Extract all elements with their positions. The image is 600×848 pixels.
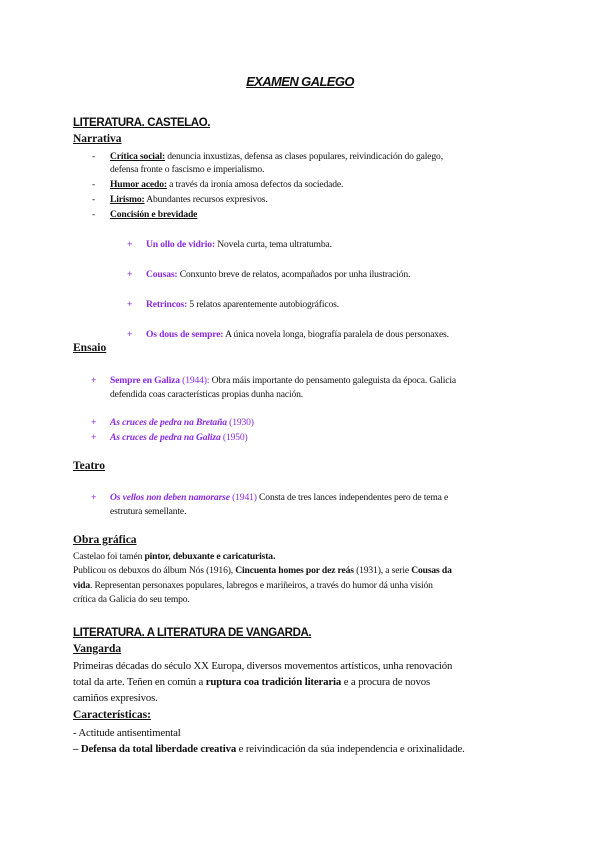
dash-bullet: – [73,743,81,755]
work-text: A única novela longa, biografía paralela de dous personaxes. [223,329,449,340]
text-run: Castelao foi tamén [73,551,145,562]
plus-bullet: + [91,417,97,428]
item-text: a través da ironía amosa defectos da sociedade. [166,179,344,190]
paragraph-line: camiños expresivos. [73,692,158,704]
item-continuation: estrutura semellante. [110,506,187,517]
text-run: (1931), a serie [353,565,412,576]
work-year: (1944): [179,375,210,386]
item-label: Lirismo: [110,194,145,205]
section-heading-vangarda: LITERATURA. A LITERATURA DE VANGARDA. [73,627,312,639]
text-run: total da arte. Teñen en común a [73,676,206,688]
work-title: Cousas: [146,269,178,280]
work-title: Os vellos non deben namorarse [110,492,230,503]
bold-run: ruptura coa tradición literaria [205,676,342,688]
bold-run: Defensa da total liberdade creativa [80,743,237,755]
subheading-teatro: Teatro [73,460,105,472]
work-title: As cruces de pedra na Galiza [110,432,221,443]
work-text: Conxunto breve de relatos, acompañados por unha ilustración. [177,269,411,280]
work-year: (1930) [226,417,254,428]
item-label: Humor acedo: [110,179,167,190]
work-title: As cruces de pedra na Bretaña [110,417,227,428]
item-continuation: defendida coas características propias dunha nación. [110,389,304,400]
subheading-caracteristicas: Características: [73,709,151,721]
plus-bullet: + [91,375,97,386]
subheading-obra-grafica: Obra gráfica [73,534,137,546]
paragraph-line [73,550,275,563]
item-text: denuncia inxustizas, defensa as clases populares, reivindicación do galego, [165,151,443,162]
plus-bullet: + [127,239,133,250]
section-heading-castelao: LITERATURA. CASTELAO. [73,117,211,129]
item-label: Concisión e brevidade [110,209,198,220]
work-text: Novela curta, tema ultratumba. [215,239,332,250]
bold-run: Cincuenta homes por dez reás [235,565,354,576]
work-year: (1950) [220,432,248,443]
paragraph-line: Primeiras décadas do século XX Europa, diversos movementos artísticos, unha renovación [73,660,453,672]
dash-bullet: - [92,209,96,220]
work-title: Un ollo de vidrio: [146,239,215,250]
item-text: Abundantes recursos expresivos. [144,194,268,205]
work-title: Retrincos: [146,299,188,310]
plus-bullet: + [127,299,133,310]
dash-bullet: - [92,194,96,205]
plus-bullet: + [127,329,133,340]
work-title: Os dous de sempre: [146,329,224,340]
text-run: Publicou os debuxos do álbum Nós (1916), [73,565,236,576]
work-year: (1941) [229,492,257,503]
work-title: Sempre en Galiza [110,375,180,386]
text-run: e reivindicación da súa independencia e orixinalidade. [236,743,465,755]
subheading-ensaio: Ensaio [73,342,107,354]
text-run: . Representan personaxes populares, labregos e mariñeiros, a través do humor dá unha visión [90,580,433,591]
paragraph-line [73,675,430,690]
bold-run: Cousas da [411,565,452,576]
work-text: 5 relatos aparentemente autobiográficos. [187,299,339,310]
plus-bullet: + [91,432,97,443]
dash-bullet: - [92,151,96,162]
characteristic-item: - Actitude antisentimental [73,727,181,739]
document-title: EXAMEN GALEGO [246,74,354,89]
work-text: Consta de tres lances independentes pero de tema e [256,492,449,503]
subheading-narrativa: Narrativa [73,133,122,145]
paragraph-line [73,564,452,577]
characteristic-item [73,742,465,757]
bold-run: pintor, debuxante e caricaturista. [144,551,276,562]
subheading-vangarda: Vangarda [73,643,122,655]
paragraph-line [73,579,433,592]
bold-run: vida [73,580,90,591]
plus-bullet: + [91,492,97,503]
item-label: Crítica social: [110,151,166,162]
item-continuation: defensa fronte o fascismo e imperialismo. [110,164,265,175]
work-text: Obra máis importante do pensamento galeguista da época. Galicia [209,375,457,386]
plus-bullet: + [127,269,133,280]
dash-bullet: - [92,179,96,190]
text-run: e a procura de novos [341,676,431,688]
paragraph-line: crítica da Galicia do seu tempo. [73,594,190,605]
